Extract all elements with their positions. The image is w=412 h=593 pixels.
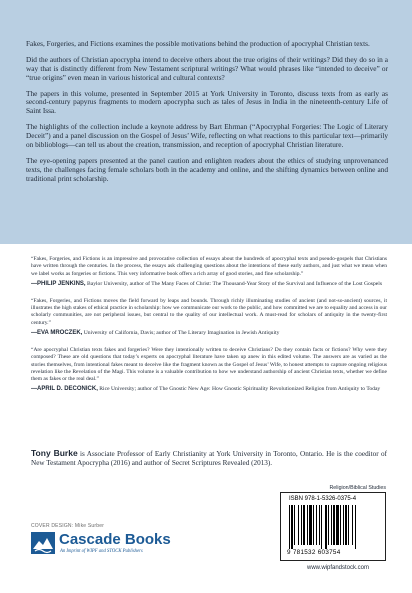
description-text xyxy=(26,40,388,191)
cascade-logo-icon xyxy=(31,532,55,554)
praise-name-2: —EVA MROCZEK, xyxy=(31,329,83,336)
praise-quote-2: “Fakes, Forgeries, and Fictions moves the field forward by leaps and bounds. Through richly illuminating studies of ancient (and not-so-ancient) sources, it illustrates the high stakes of ethical practice in scholarship: how we communicate our work to the public, and how committed we are to equality and access in our scholarly communities, are not peripheral issues, but central to the quality of our intellectual work. A must-read for scholars of antiquity in the twenty-first century.” xyxy=(31,297,387,326)
praise-affiliation-1: Baylor University, author of The Many Faces of Christ: The Thousand-Year Story of the Survival and Influence of the Lost Gospels xyxy=(85,280,382,287)
praise-name-3: —APRIL D. DECONICK, xyxy=(31,386,98,393)
publisher-imprint: An Imprint of WIPF and STOCK Publishers xyxy=(60,549,143,554)
description-paragraph-2: Did the authors of Christian apocrypha intend to deceive others about the true origins of their writings? Did they do so in a way that is distinctly different from New Testament scriptural writings? What would phrases like “intended to deceive” or “true origins” even mean in various historical and cultural contexts? xyxy=(26,54,388,82)
description-paragraph-5: The eye-opening papers presented at the panel caution and enlighten readers about the ethics of studying unprovenanced texts, the challenges facing female scholars both in the academy and online, and the shifting dynamics between online and traditional print scholarship. xyxy=(26,155,388,183)
praise-quote-3: “Are apocryphal Christian texts fakes and forgeries? Were they intentionally written to deceive Christians? Do they contain facts or fictions? Why were they composed? These are old questions that today’s experts on apocryphal literature have taken up anew in this edited volume. The answers are as varied as the stories themselves, from intentional fakes meant to deceive like the fragment known as the Gospel of Jesus’ Wife, to honest attempts to capture ongoing religious revelation like the Revelation of the Magi. This volume is a valuable contribution to how we understand authorship of ancient Christian texts, whether we define them as fakes or the real deal.” xyxy=(31,347,387,383)
praise-attribution-1 xyxy=(31,281,387,288)
description-panel xyxy=(0,0,412,244)
publisher-website: www.wipfandstock.com xyxy=(307,565,370,571)
author-bio xyxy=(31,448,387,468)
praise-section xyxy=(31,256,387,404)
description-paragraph-1: Fakes, Forgeries, and Fictions examines the possible motivations behind the production of apocryphal Christian texts. xyxy=(26,39,370,48)
praise-attribution-3 xyxy=(31,386,387,393)
category-label: Religion/Biblical Studies xyxy=(329,485,386,491)
author-name: Tony Burke xyxy=(31,448,78,458)
praise-affiliation-3: Rice University; author of The Gnostic New Age: How Gnostic Spirituality Revolutionized Religion from Antiquity to Today xyxy=(97,386,381,393)
praise-attribution-2 xyxy=(31,330,387,337)
praise-quote-1: “Fakes, Forgeries, and Fictions is an impressive and provocative collection of essays about the hundreds of apocryphal texts and pseudo-gospels that Christians have written through the centuries. In the process, the essays ask challenging questions about the intentions of these early authors, and just what we mean when we label works as forgeries or fictions. This very informative book offers a rich array of good stories, and fine scholarship.” xyxy=(31,256,387,277)
cover-design-credit: COVER DESIGN: Mike Surber xyxy=(31,523,105,529)
barcode-icon xyxy=(289,505,379,549)
description-paragraph-3: The papers in this volume, presented in September 2015 at York University in Toronto, discuss texts from as early as second-century papyrus fragments to modern apocrypha such as tales of Jesus in India in the nineteenth-century Life of Saint Issa. xyxy=(26,88,388,116)
praise-name-1: —PHILIP JENKINS, xyxy=(31,280,86,287)
publisher-name: Cascade Books xyxy=(59,531,171,548)
isbn-label: ISBN 978-1-5326-0375-4 xyxy=(289,496,357,502)
praise-affiliation-2: University of California, Davis; author of The Literary Imagination in Jewish Antiquity xyxy=(82,329,280,336)
author-bio-text: is Associate Professor of Early Christianity at York University in Toronto, Ontario. He is the coeditor of New Testament Apocrypha (2016) and author of Secret Scriptures Revealed (2013). xyxy=(31,450,387,468)
description-paragraph-4: The highlights of the collection include a keynote address by Bart Ehrman (“Apocryphal Forgeries: The Logic of Literary Deceit”) and a panel discussion on the Gospel of Jesus’ Wife, reflecting on what reactions to this particular text—primarily on biblioblogs—can tell us about the creation, transmission, and reception of apocryphal Christian literature. xyxy=(26,122,388,150)
barcode-box xyxy=(280,492,386,561)
barcode-digits: 9 781532 603754 xyxy=(287,549,341,556)
